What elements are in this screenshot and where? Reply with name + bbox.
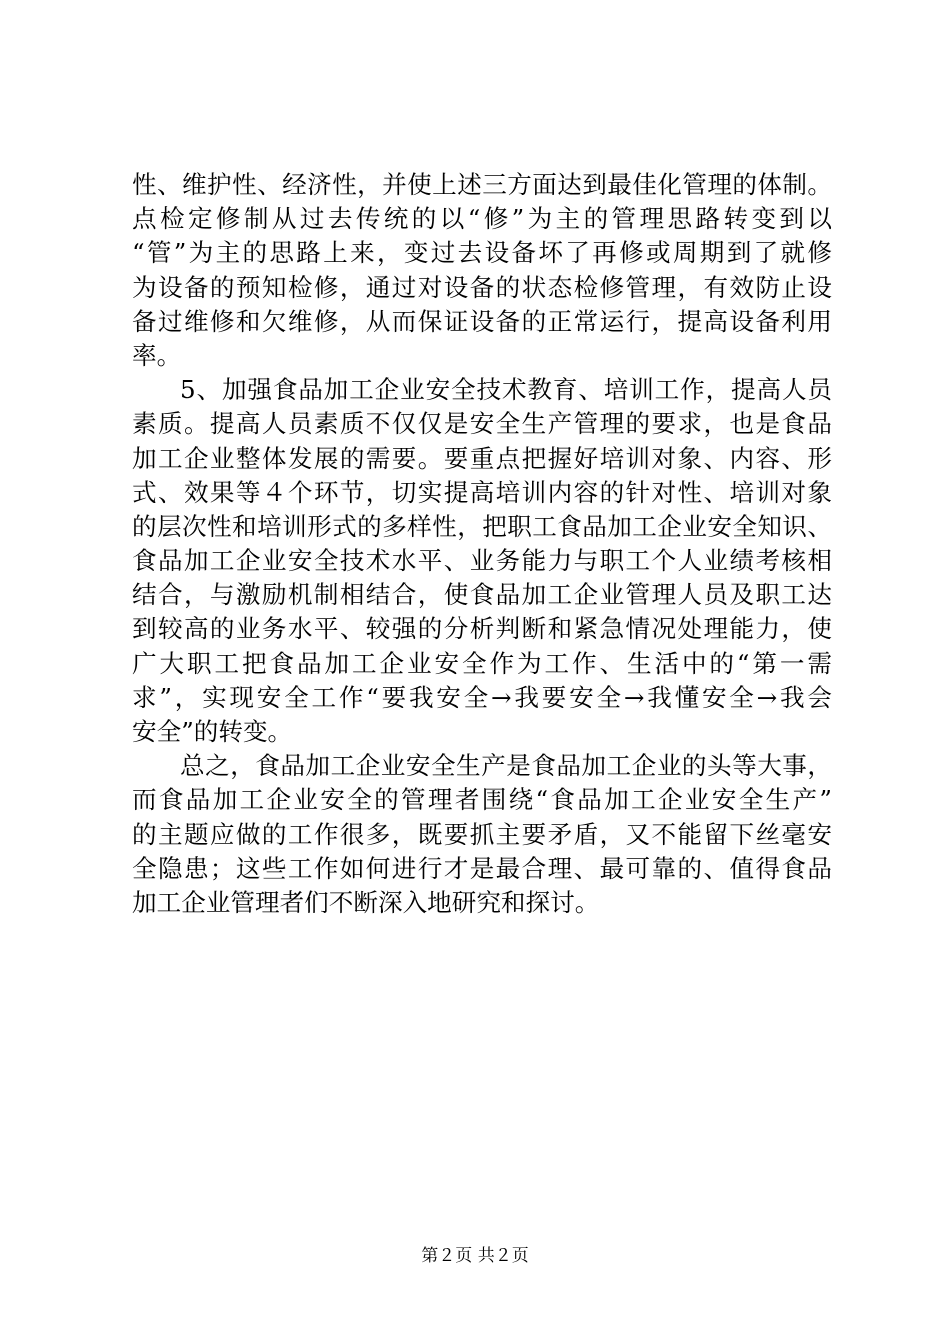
text-line: 到较高的业务水平、较强的分析判断和紧急情况处理能力，使 <box>132 614 832 644</box>
paragraph-start-line: 总之，食品加工企业安全生产是食品加工企业的头等大事， <box>180 751 832 781</box>
text-line: 率。 <box>132 340 182 370</box>
text-line: 加工企业整体发展的需要。要重点把握好培训对象、内容、形 <box>132 443 832 473</box>
text-line: 为设备的预知检修，通过对设备的状态检修管理，有效防止设 <box>132 272 832 302</box>
text-line: 广大职工把食品加工企业安全作为工作、生活中的“第一需 <box>132 648 832 678</box>
text-line: 安全”的转变。 <box>132 717 293 746</box>
text-line: 结合，与激励机制相结合，使食品加工企业管理人员及职工达 <box>132 580 832 610</box>
text-line: 素质。提高人员素质不仅仅是安全生产管理的要求，也是食品 <box>132 409 832 439</box>
text-line: 全隐患；这些工作如何进行才是最合理、最可靠的、值得食品 <box>132 853 832 883</box>
text-line: 点检定修制从过去传统的以“修”为主的管理思路转变到以 <box>132 204 832 234</box>
text-line: 的层次性和培训形式的多样性，把职工食品加工企业安全知识、 <box>132 511 832 541</box>
paragraph-start-line: 5、加强食品加工企业安全技术教育、培训工作，提高人员 <box>180 375 832 405</box>
text-line: 性、维护性、经济性，并使上述三方面达到最佳化管理的体制。 <box>132 170 832 199</box>
text-line: 加工企业管理者们不断深入地研究和探讨。 <box>132 887 600 917</box>
text-line: 食品加工企业安全技术水平、业务能力与职工个人业绩考核相 <box>132 546 832 576</box>
page-number-footer: 第２页 共２页 <box>421 1246 529 1266</box>
text-line: 备过维修和欠维修，从而保证设备的正常运行，提高设备利用 <box>132 306 832 336</box>
document-body <box>132 168 832 920</box>
text-line: 式、效果等４个环节，切实提高培训内容的针对性、培训对象 <box>132 477 832 507</box>
text-line: 的主题应做的工作很多，既要抓主要矛盾，又不能留下丝毫安 <box>132 819 832 849</box>
text-line: “管”为主的思路上来，变过去设备坏了再修或周期到了就修 <box>132 238 832 268</box>
text-line: 而食品加工企业安全的管理者围绕“食品加工企业安全生产” <box>132 785 832 815</box>
text-line: 求”，实现安全工作“要我安全→我要安全→我懂安全→我会 <box>132 682 832 712</box>
